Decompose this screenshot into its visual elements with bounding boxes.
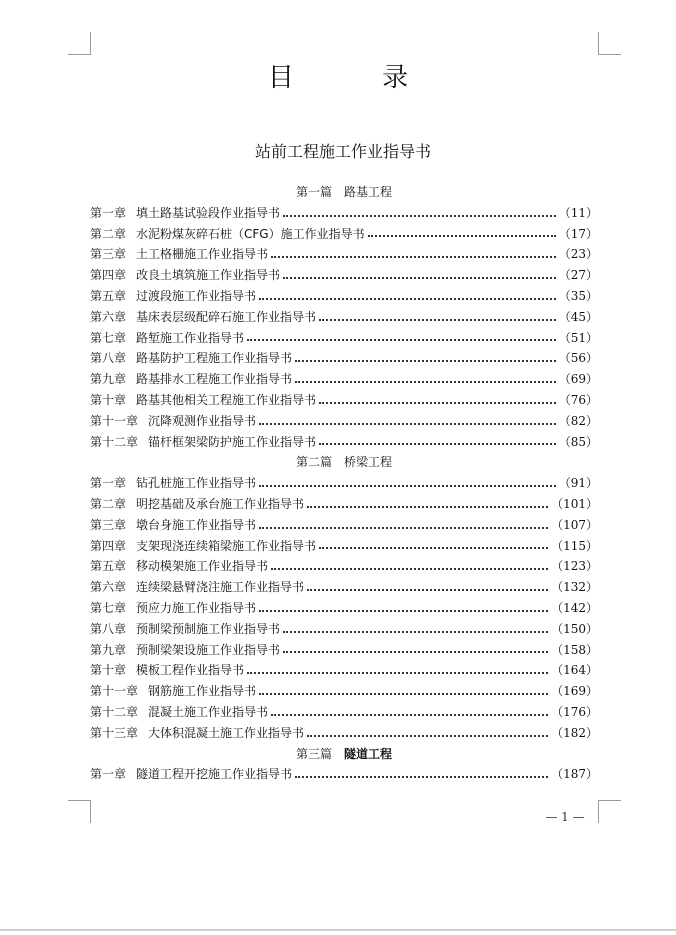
chapter-number: 第四章 [90,538,127,553]
chapter-title: 路基其他相关工程施工作业指导书 [136,392,317,407]
toc-entry[interactable] [90,411,598,432]
page-reference: （45） [558,309,598,324]
dot-leader [307,734,548,737]
page-reference: （51） [558,330,598,345]
dot-leader [283,650,548,653]
page-reference: （69） [558,372,598,387]
page-reference: （56） [558,351,598,366]
toc-entry[interactable] [90,265,598,286]
toc-entry[interactable] [90,473,598,494]
chapter-number: 第二章 [90,496,127,511]
part-heading [90,182,598,203]
page-reference: （182） [551,725,598,740]
chapter-title: 预应力施工作业指导书 [136,600,257,615]
toc-entry[interactable] [90,723,598,744]
part-heading [90,744,598,765]
page-reference: （142） [551,600,598,615]
page-reference: （101） [551,496,598,511]
document-subtitle: 站前工程施工作业指导书 [254,142,431,161]
chapter-number: 第十二章 [90,434,139,449]
page-reference: （35） [558,288,598,303]
chapter-title: 土工格栅施工作业指导书 [136,247,269,262]
chapter-number: 第十二章 [90,704,139,719]
toc-entry[interactable] [90,702,598,723]
dot-leader [271,567,548,570]
dot-leader [307,588,548,591]
chapter-title: 过渡段施工作业指导书 [136,288,257,303]
chapter-title: 钢筋施工作业指导书 [148,684,257,699]
chapter-number: 第十三章 [90,725,139,740]
chapter-title: 路基排水工程施工作业指导书 [136,372,293,387]
toc-entry[interactable] [90,577,598,598]
page-reference: （107） [551,517,598,532]
dot-leader [259,422,556,425]
toc-entry[interactable] [90,536,598,557]
chapter-title: 锚杆框架梁防护施工作业指导书 [148,434,317,449]
chapter-title: 明挖基础及承台施工作业指导书 [136,496,305,511]
chapter-number: 第三章 [90,517,127,532]
part-label: 第一篇 [295,185,332,199]
chapter-number: 第三章 [90,247,127,262]
dot-leader [283,630,548,633]
chapter-number: 第六章 [90,309,127,324]
chapter-number: 第十一章 [90,684,139,699]
crop-mark-bottom-right [598,800,621,823]
crop-mark-top-right [598,32,621,55]
page-reference: （115） [551,538,598,553]
chapter-title: 填土路基试验段作业指导书 [136,205,281,220]
page-reference: （187） [551,767,598,782]
chapter-title: 水泥粉煤灰碎石桩（CFG）施工作业指导书 [136,226,365,241]
chapter-title: 大体积混凝土施工作业指导书 [148,725,305,740]
page-reference: （150） [551,621,598,636]
chapter-title: 隧道工程开挖施工作业指导书 [136,767,293,782]
toc-entry[interactable] [90,432,598,453]
chapter-number: 第十一章 [90,413,139,428]
page-reference: （164） [551,663,598,678]
chapter-title: 钻孔桩施工作业指导书 [136,476,257,491]
page-reference: （23） [558,247,598,262]
dot-leader [259,526,548,529]
toc-entry[interactable] [90,515,598,536]
toc-entry[interactable] [90,328,598,349]
dot-leader [259,484,556,487]
page-reference: （85） [558,434,598,449]
toc-entry[interactable] [90,764,598,785]
toc-entry[interactable] [90,286,598,307]
chapter-number: 第二章 [90,226,127,241]
toc-entry[interactable] [90,390,598,411]
dot-leader [319,442,556,445]
chapter-number: 第八章 [90,351,127,366]
crop-mark-bottom-left [68,800,91,823]
toc-entry[interactable] [90,494,598,515]
page-reference: （82） [558,413,598,428]
dot-leader [259,609,548,612]
crop-mark-top-left [68,32,91,55]
dot-leader [259,692,548,695]
chapter-title: 移动模架施工作业指导书 [136,559,269,574]
toc-entry[interactable] [90,307,598,328]
page-reference: （158） [551,642,598,657]
chapter-number: 第六章 [90,580,127,595]
dot-leader [319,546,548,549]
chapter-number: 第七章 [90,600,127,615]
toc-entry[interactable] [90,619,598,640]
dot-leader [307,505,548,508]
page-reference: （11） [558,205,598,220]
chapter-number: 第一章 [90,476,127,491]
toc-entry[interactable] [90,681,598,702]
chapter-number: 第八章 [90,621,127,636]
dot-leader [271,713,548,716]
page-reference: （17） [558,226,598,241]
chapter-number: 第一章 [90,767,127,782]
dot-leader [295,775,548,778]
part-name: 桥梁工程 [344,455,393,470]
toc-entry[interactable] [90,640,598,661]
toc-entry[interactable] [90,203,598,224]
chapter-title: 连续梁悬臂浇注施工作业指导书 [136,580,305,595]
toc-entry[interactable] [90,244,598,265]
chapter-title: 基床表层级配碎石施工作业指导书 [136,309,317,324]
dot-leader [283,276,556,279]
dot-leader [319,401,556,404]
page-reference: （123） [551,559,598,574]
part-heading [90,452,598,473]
toc-entry[interactable] [90,660,598,681]
page-reference: （27） [558,268,598,283]
page-reference: （176） [551,704,598,719]
toc-entry[interactable] [90,348,598,369]
chapter-number: 第五章 [90,288,127,303]
chapter-number: 第九章 [90,372,127,387]
toc-entry[interactable] [90,598,598,619]
dot-leader [259,297,556,300]
page-number: — 1 — [545,810,585,824]
part-label: 第三篇 [295,746,332,761]
dot-leader [283,214,556,217]
chapter-number: 第十章 [90,392,127,407]
dot-leader [295,380,556,383]
chapter-title: 沉降观测作业指导书 [148,413,257,428]
chapter-title: 预制梁预制施工作业指导书 [136,621,281,636]
part-label: 第二篇 [295,455,332,470]
dot-leader [247,338,556,341]
page-reference: （169） [551,684,598,699]
chapter-number: 第四章 [90,268,127,283]
dot-leader [271,255,556,258]
chapter-title: 路基防护工程施工作业指导书 [136,351,293,366]
chapter-title: 混凝土施工作业指导书 [148,704,269,719]
chapter-number: 第五章 [90,559,127,574]
chapter-title: 模板工程作业指导书 [136,663,245,678]
chapter-number: 第十章 [90,663,127,678]
page-reference: （76） [558,392,598,407]
page-reference: （132） [551,580,598,595]
chapter-number: 第七章 [90,330,127,345]
dot-leader [368,234,556,237]
toc-entry[interactable] [90,369,598,390]
table-of-contents [90,182,598,785]
toc-entry[interactable] [90,224,598,245]
page-title: 目 录 [267,63,449,93]
chapter-title: 墩台身施工作业指导书 [136,517,257,532]
chapter-number: 第九章 [90,642,127,657]
chapter-number: 第一章 [90,205,127,220]
page-reference: （91） [558,476,598,491]
part-name: 路基工程 [344,185,393,199]
part-name: 隧道工程 [344,746,393,761]
chapter-title: 支架现浇连续箱梁施工作业指导书 [136,538,317,553]
dot-leader [295,359,556,362]
chapter-title: 预制梁架设施工作业指导书 [136,642,281,657]
chapter-title: 路堑施工作业指导书 [136,330,245,345]
toc-entry[interactable] [90,556,598,577]
dot-leader [319,318,556,321]
page-bottom-border [0,929,676,931]
dot-leader [247,671,548,674]
chapter-title: 改良土填筑施工作业指导书 [136,268,281,283]
